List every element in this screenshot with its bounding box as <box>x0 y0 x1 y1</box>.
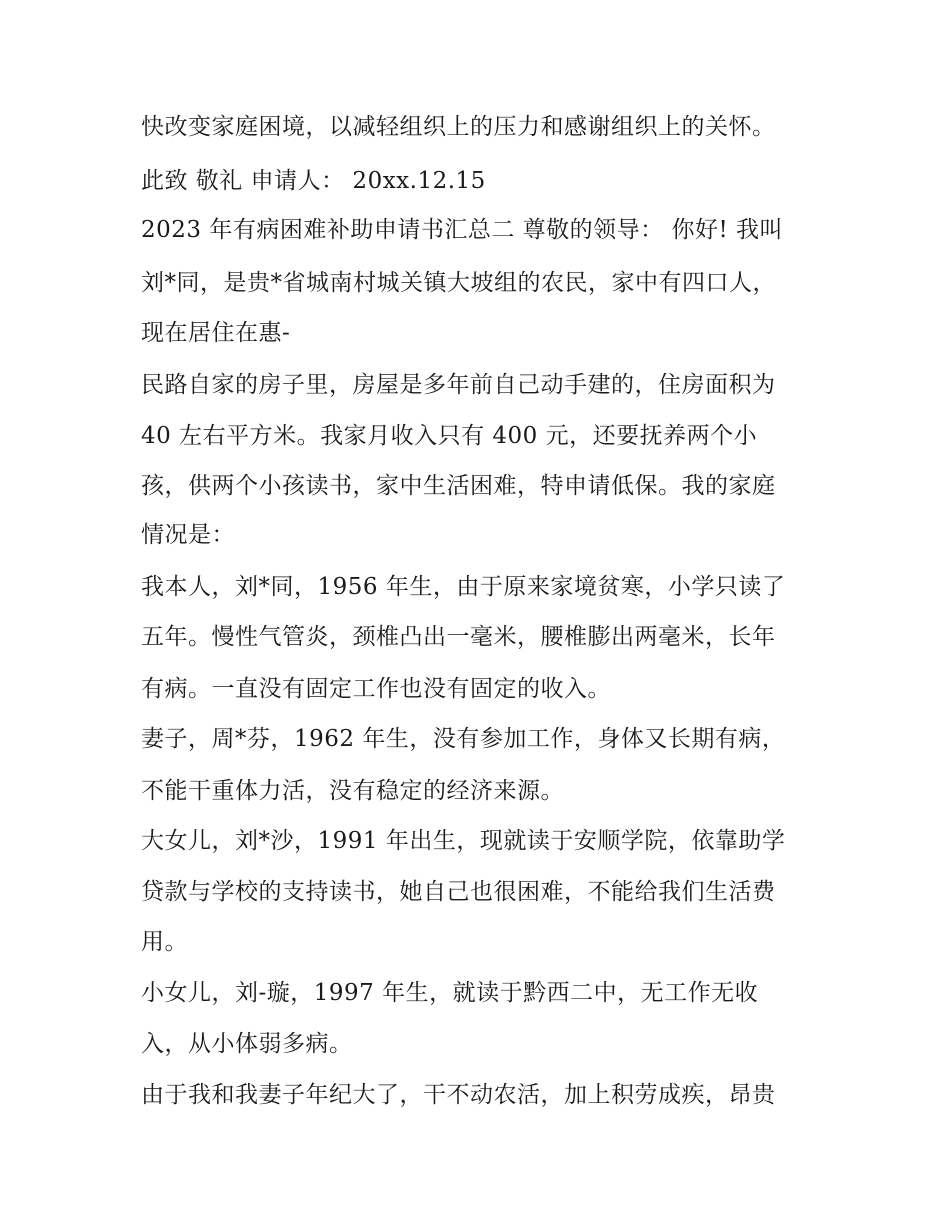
text-line: 刘*同，是贵*省城南村城关镇大坡组的农民，家中有四口人， <box>141 270 776 296</box>
text-line: 用。 <box>141 929 188 955</box>
text-line: 不能干重体力活，没有稳定的经济来源。 <box>141 778 564 804</box>
text-line: 情况是： <box>141 522 235 548</box>
text-line: 大女儿，刘*沙，1991 年出生，现就读于安顺学院，依靠助学 <box>141 828 786 854</box>
text-line: 五年。慢性气管炎，颈椎凸出一毫米，腰椎膨出两毫米，长年 <box>141 624 776 650</box>
text-line: 入，从小体弱多病。 <box>141 1031 353 1057</box>
text-line: 快改变家庭困境，以减轻组织上的压力和感谢组织上的关怀。 <box>141 114 776 140</box>
text-line: 妻子，周*芬，1962 年生，没有参加工作，身体又长期有病， <box>141 726 786 752</box>
text-line: 我本人，刘*同，1956 年生，由于原来家境贫寒，小学只读了 <box>141 574 786 600</box>
text-line: 此致 敬礼 申请人： 20xx.12.15 <box>141 168 486 194</box>
text-line: 2023 年有病困难补助申请书汇总二 尊敬的领导： 你好! 我叫 <box>141 217 784 243</box>
text-line: 民路自家的房子里，房屋是多年前自己动手建的，住房面积为 <box>141 372 776 398</box>
text-line: 孩，供两个小孩读书，家中生活困难，特申请低保。我的家庭 <box>141 473 776 499</box>
text-line: 有病。一直没有固定工作也没有固定的收入。 <box>141 676 611 702</box>
text-line: 贷款与学校的支持读书，她自己也很困难，不能给我们生活费 <box>141 879 776 905</box>
text-line: 40 左右平方米。我家月收入只有 400 元，还要抚养两个小 <box>141 423 758 449</box>
text-line: 现在居住在惠- <box>141 320 291 346</box>
text-line: 由于我和我妻子年纪大了，干不动农活，加上积劳成疾，昂贵 <box>141 1082 776 1108</box>
text-line: 小女儿，刘-璇，1997 年生，就读于黔西二中，无工作无收 <box>141 980 759 1006</box>
